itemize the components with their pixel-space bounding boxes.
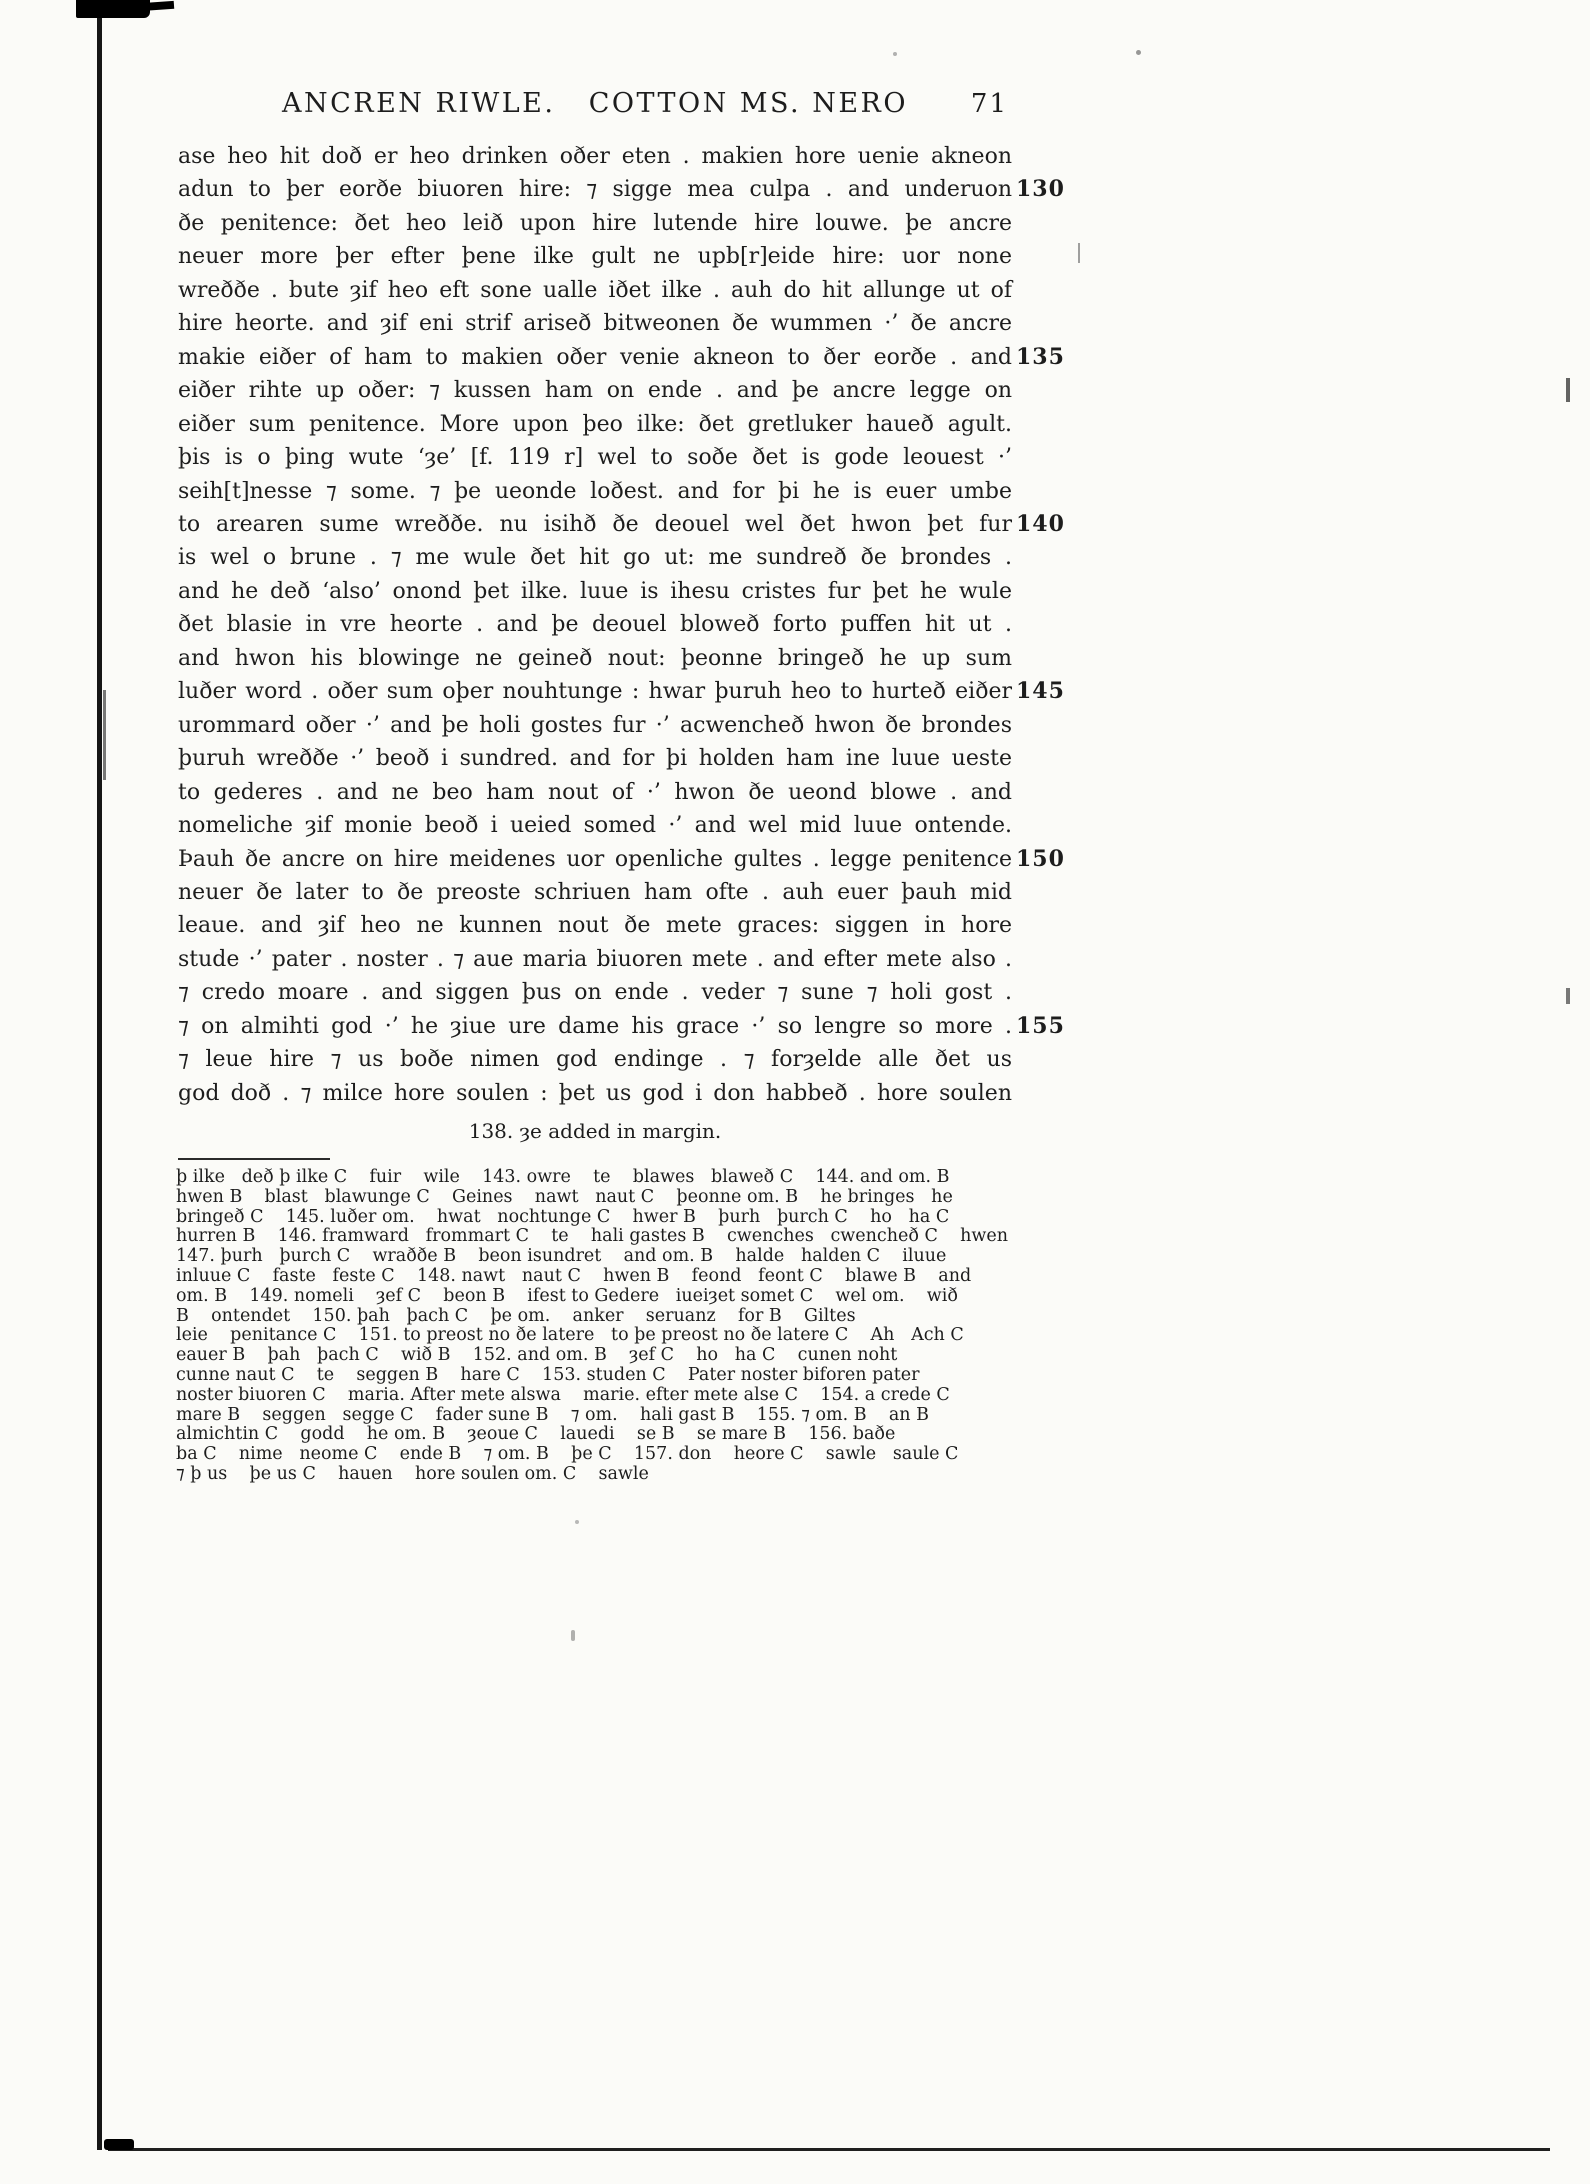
text-line: [178, 475, 1012, 508]
text-line: [178, 374, 1012, 407]
text-line: [178, 776, 1012, 809]
line-number: 140: [1016, 510, 1065, 537]
line-text: ðet blasie in vre heorte . and þe deouel bloweð forto puffen hit ut .: [178, 612, 1012, 638]
text-line: [178, 608, 1012, 641]
line-text: urommard oðer ·’ and þe holi gostes fur ·’ acwencheð hwon ðe brondes: [178, 712, 1012, 738]
apparatus-line: hwen B blast blawunge C Geines nawt naut C þeonne om. B he bringes he: [176, 1186, 953, 1207]
scan-speck: [893, 52, 897, 56]
text-line: [178, 408, 1012, 441]
line-text: ⁊ on almihti god ·’ he ȝiue ure dame his grace ·’ so lengre so more .: [178, 1013, 1012, 1039]
line-text: þuruh wreððe ·’ beoð i sundred. and for þi holden ham ine luue ueste: [178, 746, 1012, 772]
line-text: ⁊ leue hire ⁊ us boðe nimen god endinge . ⁊ forȝelde alle ðet us: [178, 1047, 1012, 1073]
scan-speck: [1136, 50, 1141, 55]
text-line: [178, 976, 1012, 1009]
line-text: ðe penitence: ðet heo leið upon hire lutende hire louwe. þe ancre: [178, 210, 1012, 236]
apparatus-line: hurren B 146. framward frommart C te hali gastes B cwenches cwencheð C hwen: [176, 1226, 1008, 1247]
page-number: 71: [970, 89, 1008, 119]
apparatus-line: bringeð C 145. luðer om. hwat nochtunge C hwer B þurh þurch C ho ha C: [176, 1206, 950, 1227]
scan-speck: [571, 1630, 575, 1641]
line-text: makie eiðer of ham to makien oðer venie akneon to ðer eorðe . and: [178, 344, 1012, 370]
scan-mark: [1078, 243, 1080, 263]
text-line: [178, 441, 1012, 474]
text-line: [178, 274, 1012, 307]
apparatus-line: þ ilke deð þ ilke C fuir wile 143. owre te blawes blaweð C 144. and om. B: [176, 1167, 950, 1187]
line-text: neuer ðe later to ðe preoste schriuen ham ofte . auh euer þauh mid: [178, 879, 1012, 905]
apparatus-line: ⁊ þ us þe us C hauen hore soulen om. C sawle: [176, 1463, 649, 1484]
line-text: to gederes . and ne beo ham nout of ·’ hwon ðe ueond blowe . and: [178, 779, 1012, 805]
running-title: ANCREN RIWLE. COTTON MS. NERO: [281, 88, 909, 119]
text-line: [178, 809, 1012, 842]
line-text: stude ·’ pater . noster . ⁊ aue maria biuoren mete . and efter mete also .: [178, 946, 1012, 972]
scan-mark: [104, 2139, 134, 2150]
apparatus-line: mare B seggen segge C fader sune B ⁊ om. hali gast B 155. ⁊ om. B an B: [176, 1404, 930, 1425]
text-line: [178, 575, 1012, 608]
line-text: to arearen sume wreððe. nu isihð ðe deouel wel ðet hwon þet fur: [178, 511, 1012, 537]
apparatus-line: om. B 149. nomeli ȝef C beon B ifest to Gedere iueiȝet somet C wel om. wið: [176, 1285, 958, 1306]
text-block: [178, 140, 1065, 1110]
line-text: leaue. and ȝif heo ne kunnen nout ðe mete graces: siggen in hore: [178, 913, 1012, 939]
text-line: [178, 140, 1012, 173]
text-line: [178, 1043, 1012, 1076]
apparatus-rule: [178, 1158, 330, 1160]
text-line: [178, 909, 1012, 942]
apparatus-line: ba C nime neome C ende B ⁊ om. B þe C 157. don heore C sawle saule C: [176, 1444, 959, 1465]
critical-apparatus: [176, 1168, 1032, 1485]
binding-shadow: [103, 690, 106, 780]
text-line: [178, 240, 1012, 273]
text-line: [178, 341, 1065, 374]
line-text: hire heorte. and ȝif eni strif ariseð bitweonen ðe wummen ·’ ðe ancre: [178, 311, 1012, 337]
text-line: [178, 843, 1065, 876]
line-text: wreððe . bute ȝif heo eft sone ualle iðet ilke . auh do hit allunge ut of: [178, 277, 1012, 303]
text-line: [178, 1077, 1012, 1110]
line-text: nomeliche ȝif monie beoð i ueied somed ·’ and wel mid luue ontende.: [178, 813, 1012, 839]
text-line: [178, 1010, 1065, 1043]
apparatus-line: B ontendet 150. þah þach C þe om. anker seruanz for B Giltes: [176, 1305, 856, 1326]
scan-mark: [1566, 988, 1570, 1004]
apparatus-line: 147. þurh þurch C wraððe B beon isundret and om. B halde halden C iluue: [176, 1246, 947, 1267]
text-line: [178, 508, 1065, 541]
line-number: 135: [1016, 343, 1065, 370]
line-number: 155: [1016, 1012, 1065, 1039]
text-line: [178, 541, 1012, 574]
line-text: Þauh ðe ancre on hire meidenes uor openliche gultes . legge penitence: [178, 846, 1012, 872]
line-text: luðer word . oðer sum oþer nouhtunge : hwar þuruh heo to hurteð eiðer: [178, 679, 1012, 705]
apparatus-line: cunne naut C te seggen B hare C 153. studen C Pater noster biforen pater: [176, 1364, 920, 1385]
text-line: [178, 207, 1012, 240]
apparatus-line: almichtin C godd he om. B ȝeoue C lauedi se B se mare B 156. baðe: [176, 1424, 896, 1445]
line-text: seih[t]nesse ⁊ some. ⁊ þe ueonde loðest. and for þi he is euer umbe: [178, 478, 1012, 504]
text-line: [178, 876, 1012, 909]
line-text: god doð . ⁊ milce hore soulen : þet us god i don habbeð . hore soulen: [178, 1080, 1012, 1106]
scan-mark: [108, 2148, 1550, 2151]
line-text: eiðer sum penitence. More upon þeo ilke: ðet gretluker haueð agult.: [178, 411, 1012, 437]
line-number: 150: [1016, 845, 1065, 872]
line-number: 130: [1016, 176, 1065, 203]
line-text: eiðer rihte up oðer: ⁊ kussen ham on ende . and þe ancre legge on: [178, 378, 1012, 404]
line-text: neuer more þer efter þene ilke gult ne upb[r]eide hire: uor none: [178, 244, 1012, 270]
line-text: is wel o brune . ⁊ me wule ðet hit go ut: me sundreð ðe brondes .: [178, 545, 1012, 571]
text-line: [178, 709, 1012, 742]
page-header: [178, 88, 1012, 128]
scan-mark: [1566, 378, 1570, 402]
text-line: [178, 742, 1012, 775]
text-line: [178, 307, 1012, 340]
text-line: [178, 675, 1065, 708]
text-line: [178, 642, 1012, 675]
apparatus-line: eauer B þah þach C wið B 152. and om. B ȝef C ho ha C cunen noht: [176, 1345, 898, 1366]
text-line: [178, 173, 1065, 206]
text-line: [178, 943, 1012, 976]
line-text: ⁊ credo moare . and siggen þus on ende . veder ⁊ sune ⁊ holi gost .: [178, 980, 1012, 1006]
line-text: and he deð ‘also’ onond þet ilke. luue is ihesu cristes fur þet he wule: [178, 578, 1012, 604]
line-text: adun to þer eorðe biuoren hire: ⁊ sigge mea culpa . and underuon: [178, 177, 1012, 203]
apparatus-line: leie penitance C 151. to preost no ðe latere to þe preost no ðe latere C Ah Ach C: [176, 1325, 964, 1346]
apparatus-line: noster biuoren C maria. After mete alswa marie. efter mete alse C 154. a crede C: [176, 1384, 950, 1405]
line-text: and hwon his blowinge ne geineð nout: þeonne bringeð he up sum: [178, 645, 1012, 671]
scan-mark: [140, 1, 174, 11]
scan-speck: [575, 1520, 579, 1524]
line-number: 145: [1016, 678, 1065, 705]
margin-note: 138. ȝe added in margin.: [468, 1119, 722, 1143]
line-text: þis is o þing wute ‘ȝe’ [f. 119 r] wel to soðe ðet is gode leouest ·’: [178, 445, 1012, 471]
line-text: ase heo hit doð er heo drinken oðer eten . makien hore uenie akneon: [178, 144, 1012, 169]
binding-shadow: [97, 8, 102, 2150]
apparatus-line: inluue C faste feste C 148. nawt naut C hwen B feond feont C blawe B and: [176, 1265, 972, 1286]
